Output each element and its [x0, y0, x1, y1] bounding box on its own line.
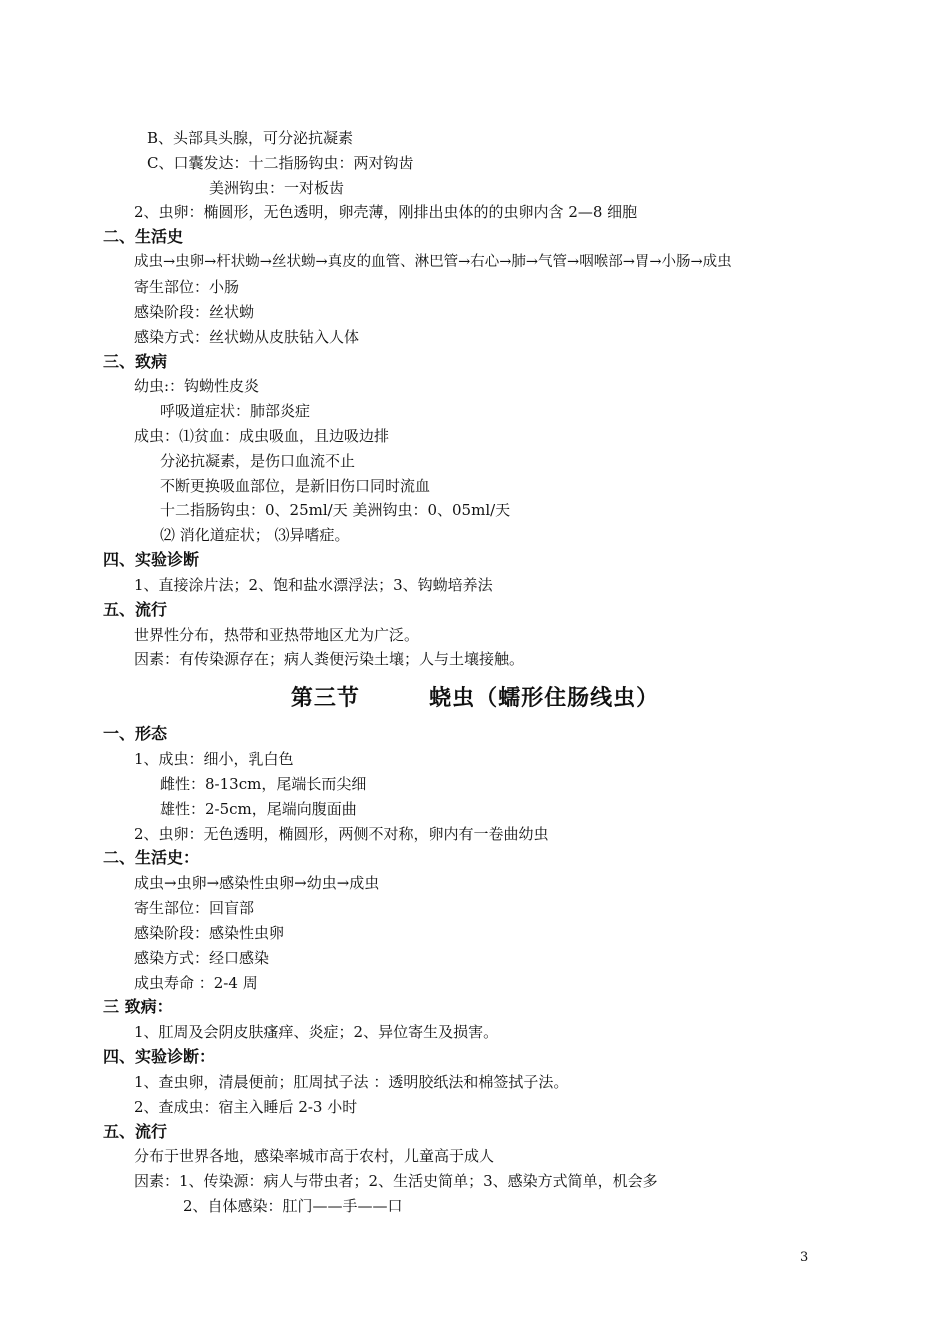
text-line: 2、查成虫：宿主入睡后 2-3 小时: [134, 1098, 358, 1116]
section-heading: 三 致病：: [103, 997, 173, 1016]
text-line: 感染阶段：感染性虫卵: [134, 924, 285, 942]
text-line: 雌性：8-13cm，尾端长而尖细: [160, 775, 367, 793]
text-line: 2、虫卵：椭圆形，无色透明，卵壳薄，刚排出虫体的的虫卵内含 2—8 细胞: [134, 203, 638, 221]
section-heading: 二、生活史：: [103, 848, 200, 867]
section-heading: 三、致病: [103, 352, 168, 371]
section-heading: 二、生活史: [103, 227, 184, 246]
text-line: B、头部具头腺，可分泌抗凝素: [147, 129, 354, 147]
section-heading: 五、流行: [103, 600, 168, 619]
text-line: 分布于世界各地，感染率城市高于农村，儿童高于成人: [134, 1147, 495, 1165]
text-line: 成虫寿命 ：2-4 周: [134, 974, 258, 992]
section-heading: 四、实验诊断：: [103, 1047, 216, 1066]
text-line: 2、自体感染：肛门——手——口: [183, 1197, 403, 1215]
text-line: 不断更换吸血部位，是新旧伤口同时流血: [160, 477, 431, 495]
text-line: 呼吸道症状：肺部炎症: [160, 402, 311, 420]
text-line: 成虫：⑴贫血：成虫吸血，且边吸边排: [134, 427, 390, 445]
text-line: 因素：有传染源存在；病人粪便污染土壤；人与土壤接触。: [134, 650, 525, 668]
text-line: 成虫→虫卵→杆状蚴→丝状蚴→真皮的血管、淋巴管→右心→肺→气管→咽喉部→胃→小肠→成虫: [134, 254, 732, 270]
text-line: 美洲钩虫：一对板齿: [209, 179, 345, 197]
text-line: 1、成虫：细小，乳白色: [134, 750, 294, 768]
text-line: 1、查虫卵，清晨便前；肛周拭子法 ：透明胶纸法和棉签拭子法。: [134, 1073, 569, 1091]
text-line: 2、虫卵：无色透明，椭圆形，两侧不对称，卵内有一卷曲幼虫: [134, 825, 549, 843]
text-line: 寄生部位：回盲部: [134, 899, 255, 917]
text-line: 1、直接涂片法；2、饱和盐水漂浮法；3、钩蚴培养法: [134, 576, 493, 594]
text-line: 世界性分布，热带和亚热带地区尤为广泛。: [134, 626, 420, 644]
section-heading: 五、流行: [103, 1122, 168, 1141]
text-line: 感染阶段：丝状蚴: [134, 303, 255, 321]
section-heading: 一、形态: [103, 724, 168, 743]
text-line: 十二指肠钩虫：0、25ml/天 美洲钩虫：0、05ml/天: [160, 501, 511, 519]
page-number: 3: [800, 1250, 809, 1265]
text-line: 幼虫:：钩蚴性皮炎: [134, 377, 260, 395]
text-line: 分泌抗凝素，是伤口血流不止: [160, 452, 356, 470]
text-line: 因素：1、传染源：病人与带虫者；2、生活史简单；3、感染方式简单，机会多: [134, 1172, 658, 1190]
text-line: 感染方式：丝状蚴从皮肤钻入人体: [134, 328, 360, 346]
section-title: 第三节 蛲虫（蠕形住肠线虫）: [290, 686, 660, 711]
text-line: 成虫→虫卵→感染性虫卵→幼虫→成虫: [134, 874, 380, 892]
section-heading: 四、实验诊断: [103, 550, 200, 569]
text-line: 感染方式：经口感染: [134, 949, 270, 967]
text-line: 1、肛周及会阴皮肤瘙痒、炎症；2、异位寄生及损害。: [134, 1023, 499, 1041]
text-line: C、口囊发达：十二指肠钩虫：两对钩齿: [147, 154, 414, 172]
text-line: 寄生部位：小肠: [134, 278, 240, 296]
text-line: ⑵ 消化道症状； ⑶异嗜症。: [160, 526, 350, 544]
text-line: 雄性：2-5cm，尾端向腹面曲: [160, 800, 357, 818]
